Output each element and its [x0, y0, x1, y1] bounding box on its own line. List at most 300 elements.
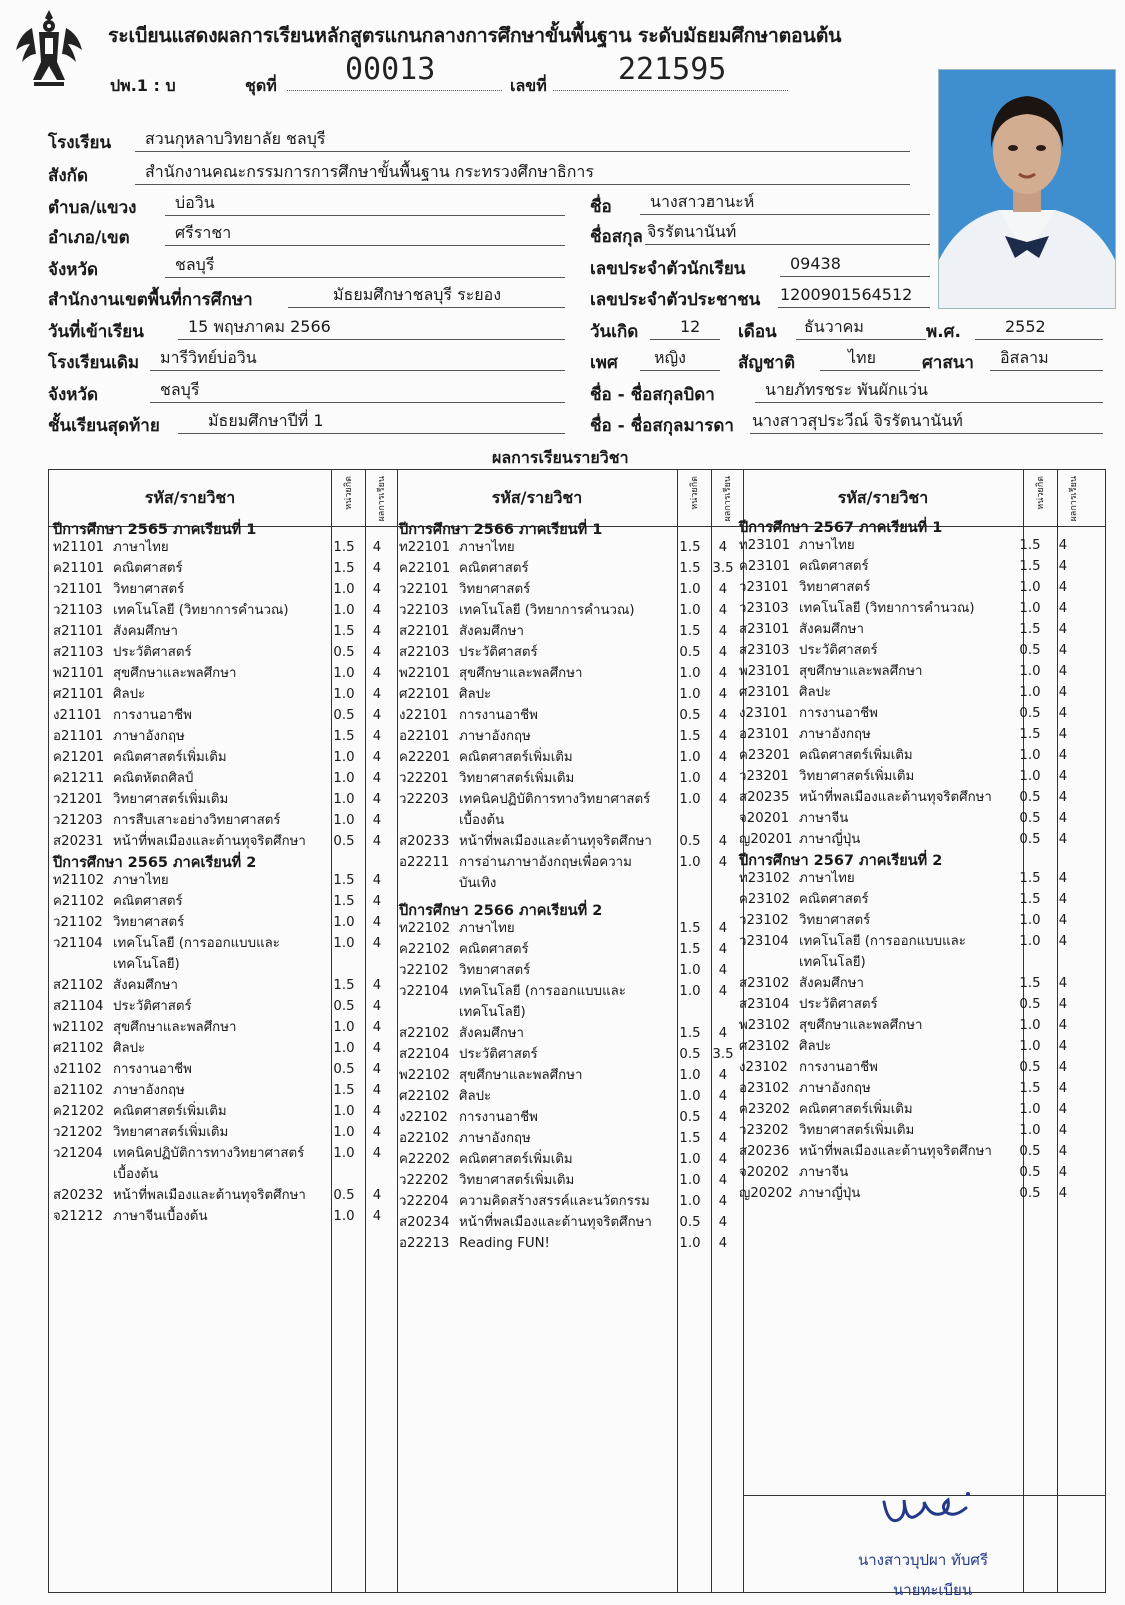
- subject-code: ญ20202: [739, 1186, 793, 1201]
- subject-grade: 4: [372, 603, 382, 618]
- subject-credit: 1.0: [679, 687, 701, 702]
- subject-row: [53, 811, 393, 831]
- religion-label: ศาสนา: [922, 353, 974, 373]
- subject-code: ค21201: [53, 750, 105, 765]
- subject-grade: 4: [1058, 976, 1068, 991]
- subject-credit: 1.0: [1019, 685, 1041, 700]
- subject-grade: 4: [1058, 538, 1068, 553]
- subject-grade: 4: [372, 771, 382, 786]
- subject-credit: 1.0: [1019, 664, 1041, 679]
- subject-grade: 4: [1058, 601, 1068, 616]
- subject-name: ศิลปะ: [799, 1039, 832, 1054]
- subject-row: [399, 769, 739, 789]
- student-photo: [938, 69, 1116, 309]
- subject-code: จ20201: [739, 811, 790, 826]
- subject-name: เทคโนโลยี (การออกแบบและ: [459, 984, 626, 999]
- subject-name: ภาษาอังกฤษ: [459, 729, 531, 744]
- subject-name: ภาษาไทย: [113, 873, 169, 888]
- subject-code: ศ23102: [739, 1039, 790, 1054]
- subject-grade: 4: [1058, 997, 1068, 1012]
- subject-code: ส20233: [399, 834, 450, 849]
- subject-grade: 4: [372, 894, 382, 909]
- col-header-grade: ผลการเรียน: [377, 476, 387, 522]
- subject-row: [399, 832, 739, 852]
- subject-row: [53, 1060, 393, 1080]
- last-level-label: ชั้นเรียนสุดท้าย: [48, 416, 160, 436]
- subject-credit: 0.5: [679, 1047, 701, 1062]
- entry-date-value: 15 พฤษภาคม 2566: [178, 314, 565, 340]
- subject-row: [53, 1039, 393, 1059]
- subject-code: ค22201: [399, 750, 451, 765]
- subject-row: [53, 580, 393, 600]
- subject-name: คณิตศาสตร์: [799, 559, 869, 574]
- subject-name: วิทยาศาสตร์: [113, 582, 185, 597]
- subject-credit: 1.0: [1019, 934, 1041, 949]
- subject-grade: 3.5: [712, 1047, 734, 1062]
- subject-grade: 4: [372, 1020, 382, 1035]
- subject-row: [739, 536, 1079, 556]
- subject-row: [399, 643, 739, 663]
- subject-name: ศิลปะ: [113, 687, 146, 702]
- subject-name: วิทยาศาสตร์เพิ่มเติม: [113, 792, 229, 807]
- subject-row: [739, 1058, 1079, 1078]
- subject-code: ส22102: [399, 1026, 450, 1041]
- subject-code: ค22102: [399, 942, 451, 957]
- subject-name-continued: เทคโนโลยี): [799, 955, 866, 970]
- subject-credit: 1.0: [333, 603, 355, 618]
- subject-name: คณิตศาสตร์เพิ่มเติม: [113, 1104, 227, 1119]
- subject-code: ญ20201: [739, 832, 793, 847]
- subject-name: ภาษาญี่ปุ่น: [799, 832, 861, 847]
- subject-row: [53, 1018, 393, 1038]
- subject-credit: 1.0: [333, 771, 355, 786]
- subject-name: วิทยาศาสตร์เพิ่มเติม: [799, 1123, 915, 1138]
- subject-credit: 1.0: [333, 750, 355, 765]
- subject-name: ภาษาอังกฤษ: [459, 1131, 531, 1146]
- subject-code: ศ21102: [53, 1041, 104, 1056]
- subject-credit: 1.0: [333, 666, 355, 681]
- subject-row: [399, 1150, 739, 1170]
- subject-name: ภาษาจีน: [799, 1165, 849, 1180]
- subject-credit: 1.0: [679, 792, 701, 807]
- subject-code: พ23101: [739, 664, 791, 679]
- subject-name: สังคมศึกษา: [113, 624, 178, 639]
- subject-name: การงานอาชีพ: [459, 708, 538, 723]
- subject-name: วิทยาศาสตร์เพิ่มเติม: [113, 1125, 229, 1140]
- subject-row: [739, 704, 1079, 724]
- subject-credit: 1.5: [1019, 871, 1041, 886]
- subject-grade: 4: [718, 708, 728, 723]
- subject-credit: 1.0: [679, 1152, 701, 1167]
- subject-grade: 4: [718, 771, 728, 786]
- province-label: จังหวัด: [48, 260, 99, 280]
- subject-grade: 4: [1058, 1123, 1068, 1138]
- subject-name: เทคนิคปฏิบัติการทางวิทยาศาสตร์: [113, 1146, 305, 1161]
- subject-row: [399, 982, 739, 1002]
- subject-code: ค22101: [399, 561, 451, 576]
- subject-name: Reading FUN!: [459, 1236, 550, 1251]
- subject-grade: 4: [372, 915, 382, 930]
- subject-row: [399, 1234, 739, 1254]
- subject-grade: 4: [372, 813, 382, 828]
- subject-row: [739, 869, 1079, 889]
- subject-row: [739, 1121, 1079, 1141]
- results-table: [48, 469, 1106, 1593]
- affiliation-value: สำนักงานคณะกรรมการการศึกษาขั้นพื้นฐาน กระทรวงศึกษาธิการ: [135, 159, 910, 185]
- subject-code: อ22211: [399, 855, 450, 870]
- subject-name: คณิตศาสตร์: [113, 561, 183, 576]
- subject-row: [739, 767, 1079, 787]
- subject-credit: 1.0: [1019, 1018, 1041, 1033]
- subject-name: ประวัติศาสตร์: [799, 643, 878, 658]
- subject-grade: 4: [718, 1110, 728, 1125]
- subject-name: หน้าที่พลเมืองและต้านทุจริตศึกษา: [113, 1188, 306, 1203]
- subject-name: การงานอาชีพ: [799, 1060, 878, 1075]
- subject-row: [739, 557, 1079, 577]
- subject-row: [739, 911, 1079, 931]
- subject-credit: 1.0: [333, 582, 355, 597]
- registrar-title: นายทะเบียน: [893, 1581, 973, 1599]
- col-header-credit: หน่วยกิต: [344, 476, 354, 510]
- subject-grade: 4: [1058, 832, 1068, 847]
- subject-row: [53, 706, 393, 726]
- subject-row: [53, 1144, 393, 1164]
- subject-name: การอ่านภาษาอังกฤษเพื่อความ: [459, 855, 632, 870]
- subject-code: ว21203: [53, 813, 103, 828]
- subject-code: ส22103: [399, 645, 450, 660]
- subject-code: จ21212: [53, 1209, 104, 1224]
- subject-row: [399, 622, 739, 642]
- subject-grade: 4: [372, 999, 382, 1014]
- subject-name: วิทยาศาสตร์เพิ่มเติม: [459, 771, 575, 786]
- subject-grade: 4: [372, 708, 382, 723]
- subject-grade: 4: [1058, 706, 1068, 721]
- subject-code: ค23102: [739, 892, 791, 907]
- subject-name: หน้าที่พลเมืองและต้านทุจริตศึกษา: [459, 834, 652, 849]
- subject-name: วิทยาศาสตร์: [799, 913, 871, 928]
- subject-grade: 4: [718, 1215, 728, 1230]
- subject-credit: 1.5: [1019, 892, 1041, 907]
- subject-grade: 4: [1058, 1102, 1068, 1117]
- subject-row: [739, 995, 1079, 1015]
- subject-name: คณิตศาสตร์เพิ่มเติม: [799, 748, 913, 763]
- subject-name: ภาษาอังกฤษ: [113, 1083, 185, 1098]
- subject-code: ว23104: [739, 934, 789, 949]
- subject-row: [739, 578, 1079, 598]
- birth-day-label: วันเกิด: [590, 322, 639, 342]
- birth-month-label: เดือน: [738, 322, 777, 342]
- subject-code: ท22101: [399, 540, 451, 555]
- subject-grade: 4: [1058, 1144, 1068, 1159]
- subject-code: อ22213: [399, 1236, 450, 1251]
- subject-grade: 4: [1058, 1186, 1068, 1201]
- subject-name: หน้าที่พลเมืองและต้านทุจริตศึกษา: [459, 1215, 652, 1230]
- subject-row: [739, 1037, 1079, 1057]
- subject-row: [399, 1045, 739, 1065]
- subject-grade: 4: [718, 1026, 728, 1041]
- mother-label: ชื่อ - ชื่อสกุลมารดา: [590, 416, 734, 436]
- subject-code: อ22102: [399, 1131, 450, 1146]
- subject-name: สังคมศึกษา: [459, 1026, 524, 1041]
- subject-grade: 4: [372, 978, 382, 993]
- subject-code: ท23102: [739, 871, 791, 886]
- number-label: เลขที่: [510, 76, 547, 95]
- subject-row: [739, 1163, 1079, 1183]
- subject-name-continued: เทคโนโลยี): [459, 1005, 526, 1020]
- subject-name: การสืบเสาะอย่างวิทยาศาสตร์: [113, 813, 281, 828]
- subject-row: [399, 727, 739, 747]
- subject-row: [739, 683, 1079, 703]
- subject-name: สุขศึกษาและพลศึกษา: [113, 1020, 237, 1035]
- subject-grade: 4: [1058, 934, 1068, 949]
- prev-province-value: ชลบุรี: [150, 377, 565, 403]
- subject-credit: 0.5: [1019, 790, 1041, 805]
- subject-credit: 1.0: [333, 915, 355, 930]
- subject-code: ท21101: [53, 540, 105, 555]
- subject-name: คณิตหัตถศิลป์: [113, 771, 194, 786]
- subject-name-continued: เบื้องต้น: [459, 813, 505, 828]
- col-header-credit: หน่วยกิต: [1036, 476, 1046, 510]
- subject-credit: 0.5: [333, 834, 355, 849]
- subject-code: ว21102: [53, 915, 103, 930]
- subject-code: ศ22101: [399, 687, 450, 702]
- subject-credit: 1.0: [679, 666, 701, 681]
- subject-grade: 4: [372, 750, 382, 765]
- subject-row: [739, 809, 1079, 829]
- surname-value: จิรรัตนานันท์: [645, 219, 930, 245]
- subject-name: วิทยาศาสตร์: [799, 580, 871, 595]
- subject-credit: 1.0: [333, 1146, 355, 1161]
- subject-grade: 4: [718, 1131, 728, 1146]
- subject-name: ภาษาอังกฤษ: [799, 1081, 871, 1096]
- subject-name: สุขศึกษาและพลศึกษา: [459, 1068, 583, 1083]
- subject-grade: 4: [372, 687, 382, 702]
- col-header-credit: หน่วยกิต: [690, 476, 700, 510]
- subject-credit: 1.5: [679, 540, 701, 555]
- subject-name: ภาษาไทย: [459, 921, 515, 936]
- subject-credit: 1.0: [1019, 580, 1041, 595]
- subject-row: [53, 976, 393, 996]
- subject-code: ว23103: [739, 601, 789, 616]
- school-label: โรงเรียน: [48, 133, 112, 153]
- subject-code: ง23101: [739, 706, 788, 721]
- subject-credit: 1.5: [1019, 1081, 1041, 1096]
- religion-value: อิสลาม: [990, 345, 1103, 371]
- subject-code: ว22103: [399, 603, 449, 618]
- subject-credit: 1.0: [1019, 769, 1041, 784]
- subject-grade: 4: [372, 624, 382, 639]
- subject-row: [399, 538, 739, 558]
- subject-row: [53, 643, 393, 663]
- subject-row: [53, 1081, 393, 1101]
- birth-year-label: พ.ศ.: [926, 322, 961, 342]
- subject-grade: 4: [372, 645, 382, 660]
- subject-name: หน้าที่พลเมืองและต้านทุจริตศึกษา: [799, 1144, 992, 1159]
- subject-name: วิทยาศาสตร์: [459, 582, 531, 597]
- subject-code: ว21104: [53, 936, 103, 951]
- subject-credit: 1.0: [333, 1125, 355, 1140]
- subject-code: ศ22102: [399, 1089, 450, 1104]
- subject-name: ประวัติศาสตร์: [113, 999, 192, 1014]
- subject-row: [399, 1066, 739, 1086]
- subject-grade: 4: [718, 1194, 728, 1209]
- subject-name: ประวัติศาสตร์: [459, 645, 538, 660]
- subject-name: ประวัติศาสตร์: [799, 997, 878, 1012]
- subject-row: [399, 1024, 739, 1044]
- subject-name: ประวัติศาสตร์: [113, 645, 192, 660]
- subject-code: อ23102: [739, 1081, 790, 1096]
- subject-code: ส22101: [399, 624, 450, 639]
- subject-credit: 0.5: [1019, 811, 1041, 826]
- subject-row: [399, 664, 739, 684]
- subject-name: สุขศึกษาและพลศึกษา: [113, 666, 237, 681]
- subject-grade: 3.5: [712, 561, 734, 576]
- subject-name: ภาษาญี่ปุ่น: [799, 1186, 861, 1201]
- col-header-subject: รหัส/รายวิชา: [837, 488, 929, 507]
- subject-credit: 1.0: [1019, 748, 1041, 763]
- subject-code: ว22102: [399, 963, 449, 978]
- subject-code: ว22203: [399, 792, 449, 807]
- prev-province-label: จังหวัด: [48, 385, 99, 405]
- subject-credit: 1.0: [679, 1236, 701, 1251]
- subject-name: สังคมศึกษา: [799, 622, 864, 637]
- subject-code: ว23101: [739, 580, 789, 595]
- subject-name: เทคโนโลยี (วิทยาการคำนวณ): [113, 603, 289, 618]
- subject-grade: 4: [1058, 811, 1068, 826]
- subject-credit: 1.5: [333, 729, 355, 744]
- document-number: 221595: [618, 52, 727, 87]
- subject-grade: 4: [718, 1068, 728, 1083]
- subject-code: ส23103: [739, 643, 790, 658]
- subject-row: [53, 559, 393, 579]
- subject-credit: 1.5: [1019, 559, 1041, 574]
- subject-grade: 4: [372, 792, 382, 807]
- subject-code: ว22202: [399, 1173, 449, 1188]
- subject-credit: 1.0: [679, 771, 701, 786]
- subject-name: คณิตศาสตร์: [459, 942, 529, 957]
- birth-year-value: 2552: [975, 314, 1103, 340]
- subject-row: [399, 601, 739, 621]
- subject-code: อ21101: [53, 729, 104, 744]
- father-value: นายภัทรชระ พันผักแว่น: [755, 377, 1103, 403]
- subject-grade: 4: [718, 645, 728, 660]
- subject-grade: 4: [1058, 622, 1068, 637]
- subject-code: ว23102: [739, 913, 789, 928]
- subject-row: [53, 601, 393, 621]
- subject-grade: 4: [372, 582, 382, 597]
- subject-row: [53, 997, 393, 1017]
- subject-name: ภาษาจีนเบื้องต้น: [113, 1209, 208, 1224]
- subject-row: [739, 599, 1079, 619]
- prev-school-value: มารีวิทย์บ่อวิน: [150, 345, 565, 371]
- subject-row: [739, 620, 1079, 640]
- subject-code: ว21202: [53, 1125, 103, 1140]
- subject-code: อ21102: [53, 1083, 104, 1098]
- subject-code: ค23101: [739, 559, 791, 574]
- affiliation-label: สังกัด: [48, 166, 89, 186]
- subject-grade: 4: [718, 750, 728, 765]
- subject-name: คณิตศาสตร์เพิ่มเติม: [459, 750, 573, 765]
- subject-name: ภาษาไทย: [459, 540, 515, 555]
- subject-code: ว22101: [399, 582, 449, 597]
- subject-row: [53, 748, 393, 768]
- subject-credit: 0.5: [679, 1110, 701, 1125]
- subject-code: พ22101: [399, 666, 451, 681]
- subject-name: การงานอาชีพ: [113, 708, 192, 723]
- subject-row: [53, 1207, 393, 1227]
- subject-credit: 1.5: [333, 873, 355, 888]
- subject-credit: 1.5: [679, 729, 701, 744]
- subject-code: ส20236: [739, 1144, 790, 1159]
- subject-grade: 4: [718, 687, 728, 702]
- subject-grade: 4: [372, 873, 382, 888]
- subject-grade: 4: [1058, 871, 1068, 886]
- subject-name: สังคมศึกษา: [799, 976, 864, 991]
- gender-label: เพศ: [590, 353, 618, 373]
- subject-row: [739, 662, 1079, 682]
- subject-name: หน้าที่พลเมืองและต้านทุจริตศึกษา: [113, 834, 306, 849]
- subject-row: [399, 919, 739, 939]
- subject-grade: 4: [718, 1173, 728, 1188]
- term-heading: ปีการศึกษา 2567 ภาคเรียนที่ 1: [739, 520, 943, 536]
- subject-grade: 4: [1058, 790, 1068, 805]
- subject-name: ภาษาจีน: [799, 811, 849, 826]
- subject-credit: 0.5: [333, 1188, 355, 1203]
- subject-code: ว21101: [53, 582, 103, 597]
- subject-grade: 4: [718, 540, 728, 555]
- subject-credit: 1.5: [333, 561, 355, 576]
- subject-grade: 4: [1058, 769, 1068, 784]
- area-office-label: สำนักงานเขตพื้นที่การศึกษา: [48, 290, 253, 310]
- subject-row: [53, 622, 393, 642]
- subject-credit: 1.0: [333, 1209, 355, 1224]
- subject-code: ค21102: [53, 894, 105, 909]
- nationality-label: สัญชาติ: [738, 353, 795, 373]
- subject-row: [53, 1102, 393, 1122]
- subject-credit: 1.0: [679, 1089, 701, 1104]
- subject-credit: 1.5: [333, 894, 355, 909]
- subject-row: [53, 538, 393, 558]
- subject-credit: 1.5: [333, 624, 355, 639]
- subject-row: [399, 853, 739, 873]
- subject-credit: 1.5: [1019, 976, 1041, 991]
- name-label: ชื่อ: [590, 197, 612, 217]
- subject-code: ศ21101: [53, 687, 104, 702]
- subject-row: [739, 932, 1079, 952]
- subject-credit: 1.0: [1019, 601, 1041, 616]
- subject-credit: 0.5: [679, 1215, 701, 1230]
- subject-grade: 4: [372, 936, 382, 951]
- subject-name: ศิลปะ: [459, 687, 492, 702]
- subject-grade: 4: [718, 792, 728, 807]
- subject-grade: 4: [1058, 913, 1068, 928]
- subject-credit: 1.5: [679, 942, 701, 957]
- subject-code: ค21211: [53, 771, 105, 786]
- subject-name: ศิลปะ: [113, 1041, 146, 1056]
- subject-code: ศ23101: [739, 685, 790, 700]
- subject-code: ส21104: [53, 999, 104, 1014]
- subject-credit: 1.0: [1019, 1123, 1041, 1138]
- registrar-signature: [878, 1488, 974, 1534]
- subject-grade: 4: [1058, 1081, 1068, 1096]
- subject-grade: 4: [718, 729, 728, 744]
- subject-row: [53, 727, 393, 747]
- subject-row: [53, 664, 393, 684]
- subject-grade: 4: [372, 1209, 382, 1224]
- subject-credit: 1.5: [679, 1026, 701, 1041]
- subject-grade: 4: [718, 1236, 728, 1251]
- subject-credit: 1.0: [1019, 1039, 1041, 1054]
